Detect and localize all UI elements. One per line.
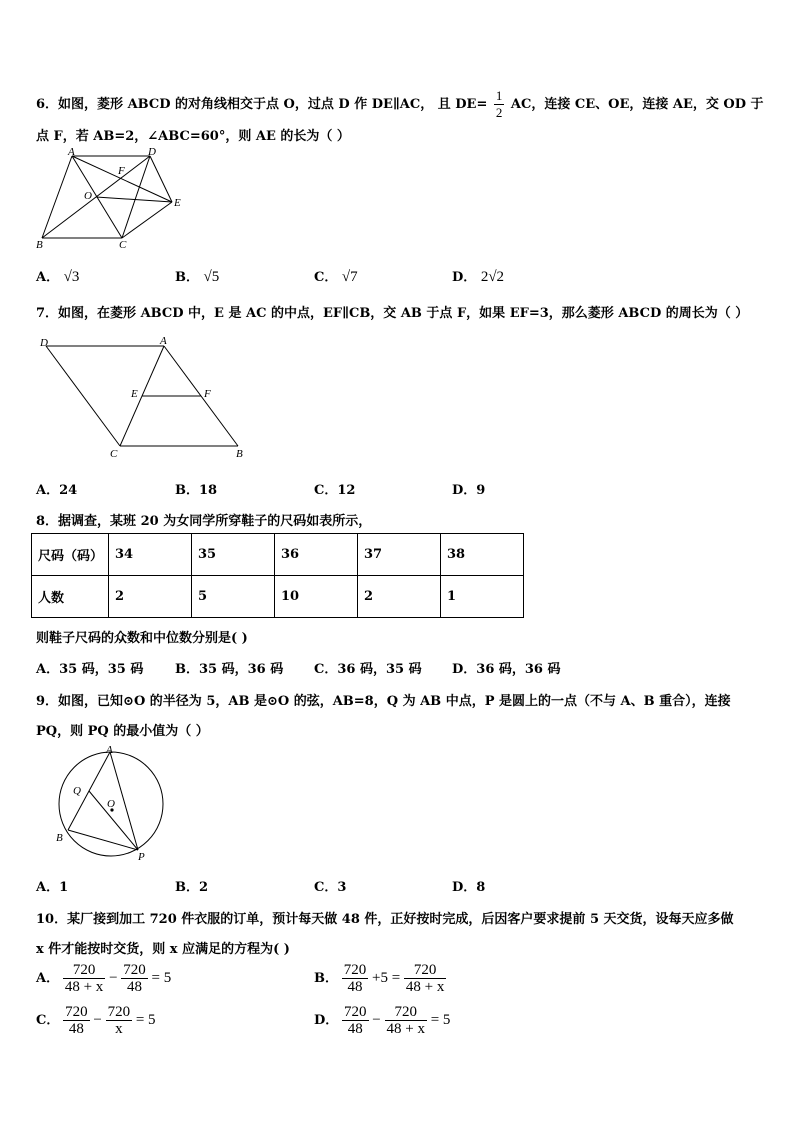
q6-option-a[interactable]: [36, 266, 79, 286]
q7-figure: [36, 334, 254, 462]
q7-text: 7．如图，在菱形 ABCD 中，E 是 AC 的中点，EF∥CB，交 AB 于点 F，如果 EF=3，那么菱形 ABCD 的周长为（ ）: [36, 306, 749, 321]
q6-label-F: F: [118, 165, 125, 177]
q10-b-op: +5 =: [372, 969, 401, 986]
q9-figure: [50, 744, 168, 864]
q10-d-num2: 720: [385, 1004, 427, 1021]
q10-text-line1: 10．某厂接到加工 720 件衣服的订单，预计每天做 48 件，正好按时完成，后因客户要求提前 5 天交货，设每天应多做: [36, 912, 734, 927]
q9-text-line1: 9．如图，已知⊙O 的半径为 5，AB 是⊙O 的弦，AB=8，Q 为 AB 中点，P 是圆上的一点（不与 A、B 重合），连接: [36, 694, 731, 709]
q9-label-A: A: [106, 744, 113, 756]
q10-a-den2: 48: [127, 979, 143, 995]
table-cell: 36: [275, 534, 358, 576]
q6-seg-CD: [122, 156, 150, 238]
q7-option-a[interactable]: A．24: [36, 483, 78, 498]
q9-text-line2: PQ，则 PQ 的最小值为（ ）: [36, 724, 209, 739]
q7-seg-DC: [46, 346, 120, 446]
q10-d-num1: 720: [344, 1004, 367, 1020]
q6-seg-CE: [122, 202, 172, 238]
q7-label-A: A: [160, 335, 167, 347]
q8-option-d[interactable]: D．36 码，36 码: [452, 662, 561, 677]
q10-c-num2: 720: [107, 1004, 131, 1020]
q10-option-d[interactable]: [314, 1004, 450, 1037]
q7-option-c[interactable]: C．12: [314, 483, 356, 498]
q6-fraction-denominator: 2: [495, 105, 503, 120]
q6-fraction: [494, 88, 505, 121]
q8-text: 8．据调查，某班 20 为女同学所穿鞋子的尺码如表所示，: [36, 514, 372, 529]
q6-option-a-letter: A．: [36, 270, 60, 285]
q10-a-rhs: = 5: [151, 969, 172, 986]
q7-label-F: F: [204, 388, 211, 400]
q6-figure: [34, 146, 194, 252]
q10-option-a[interactable]: [36, 962, 171, 995]
q8-option-a[interactable]: A．35 码，35 码: [36, 662, 144, 677]
q10-d-den2: 48 + x: [386, 1021, 425, 1037]
q6-text-part2: AC，连接 CE、OE，连接 AE，交 OD 于: [510, 97, 764, 112]
table-cell: 2: [358, 576, 441, 618]
q10-a-den1: 48 + x: [64, 979, 104, 995]
table-cell: 2: [109, 576, 192, 618]
q6-text-line2: 点 F，若 AB=2，∠ABC=60°，则 AE 的长为（ ）: [36, 129, 350, 144]
table-cell: 38: [441, 534, 524, 576]
q10-c-rhs: = 5: [135, 1011, 156, 1028]
table-header-count: 人数: [32, 576, 109, 618]
q6-label-O: O: [84, 190, 92, 202]
q10-a-op: −: [109, 969, 118, 986]
q8-option-c[interactable]: C．36 码，35 码: [314, 662, 422, 677]
table-row-count: [32, 576, 524, 618]
q6-label-D: D: [148, 146, 156, 158]
q9-option-b[interactable]: B．2: [175, 880, 209, 895]
q6-option-d-value: 2√2: [480, 269, 505, 285]
q10-option-b[interactable]: [314, 962, 446, 995]
q6-option-c-letter: C．: [314, 270, 338, 285]
q10-d-op: −: [372, 1011, 381, 1028]
q10-b-num1: 720: [343, 962, 367, 978]
q6-seg-AB: [42, 156, 72, 238]
q10-option-c[interactable]: [36, 1004, 156, 1037]
q10-option-d-letter: D．: [314, 1012, 339, 1028]
q7-option-d[interactable]: D．9: [452, 483, 486, 498]
table-cell: 5: [192, 576, 275, 618]
q10-a-num2: 720: [123, 962, 146, 978]
q9-option-c[interactable]: C．3: [314, 880, 347, 895]
q6-option-d-letter: D．: [452, 270, 477, 285]
q10-b-num2: 720: [404, 962, 446, 979]
q6-seg-OE: [96, 197, 172, 202]
q10-option-a-letter: A．: [36, 970, 60, 986]
q8-option-b[interactable]: B．35 码，36 码: [175, 662, 284, 677]
q10-c-num1: 720: [65, 1004, 88, 1020]
q10-c-den2: x: [115, 1021, 123, 1037]
q6-label-A: A: [68, 146, 75, 158]
q6-fraction-numerator: 1: [495, 88, 503, 103]
q6-label-B: B: [36, 239, 43, 251]
shoe-size-table: [31, 533, 524, 618]
table-cell: 34: [109, 534, 192, 576]
q8-question: 则鞋子尺码的众数和中位数分别是( ): [36, 631, 248, 646]
q10-text-line2: x 件才能按时交货，则 x 应满足的方程为( ): [36, 942, 290, 957]
q6-seg-DE: [150, 156, 172, 202]
q6-label-C: C: [119, 239, 127, 251]
q7-label-C: C: [110, 448, 118, 460]
q9-option-d[interactable]: D．8: [452, 880, 486, 895]
q9-label-B: B: [56, 832, 63, 844]
q6-option-b-letter: B．: [175, 270, 199, 285]
q6-text-line1: [36, 88, 764, 121]
q6-option-b-value: √5: [203, 269, 220, 285]
q9-label-P: P: [138, 851, 145, 863]
q7-label-E: E: [131, 388, 138, 400]
q6-option-b[interactable]: [175, 266, 219, 286]
q10-d-den1: 48: [347, 1021, 363, 1037]
q6-label-E: E: [174, 197, 181, 209]
q10-b-den2: 48 + x: [405, 979, 445, 995]
q10-c-den1: 48: [68, 1021, 84, 1037]
q6-option-d[interactable]: [452, 266, 504, 286]
q6-option-c-value: √7: [341, 269, 358, 285]
q7-label-D: D: [40, 337, 48, 349]
q9-option-a[interactable]: A．1: [36, 880, 69, 895]
table-header-size: 尺码（码）: [32, 534, 109, 576]
q9-label-Q: Q: [73, 785, 81, 797]
q9-seg-BP: [68, 830, 138, 850]
q7-option-b[interactable]: B．18: [175, 483, 218, 498]
table-cell: 10: [275, 576, 358, 618]
table-cell: 1: [441, 576, 524, 618]
q9-label-O: O: [107, 798, 115, 810]
q10-option-b-letter: B．: [314, 970, 338, 986]
q6-option-c[interactable]: [314, 266, 358, 286]
q10-c-op: −: [93, 1011, 102, 1028]
q10-d-rhs: = 5: [430, 1011, 451, 1028]
q10-option-c-letter: C．: [36, 1012, 60, 1028]
table-cell: 35: [192, 534, 275, 576]
q10-a-num1: 720: [63, 962, 105, 979]
q6-text-part1: 6．如图，菱形 ABCD 的对角线相交于点 O，过点 D 作 DE∥AC， 且 DE=: [36, 97, 488, 112]
table-cell: 37: [358, 534, 441, 576]
q6-option-a-value: √3: [63, 269, 80, 285]
q10-b-den1: 48: [347, 979, 363, 995]
table-row-size: [32, 534, 524, 576]
q7-label-B: B: [236, 448, 243, 460]
